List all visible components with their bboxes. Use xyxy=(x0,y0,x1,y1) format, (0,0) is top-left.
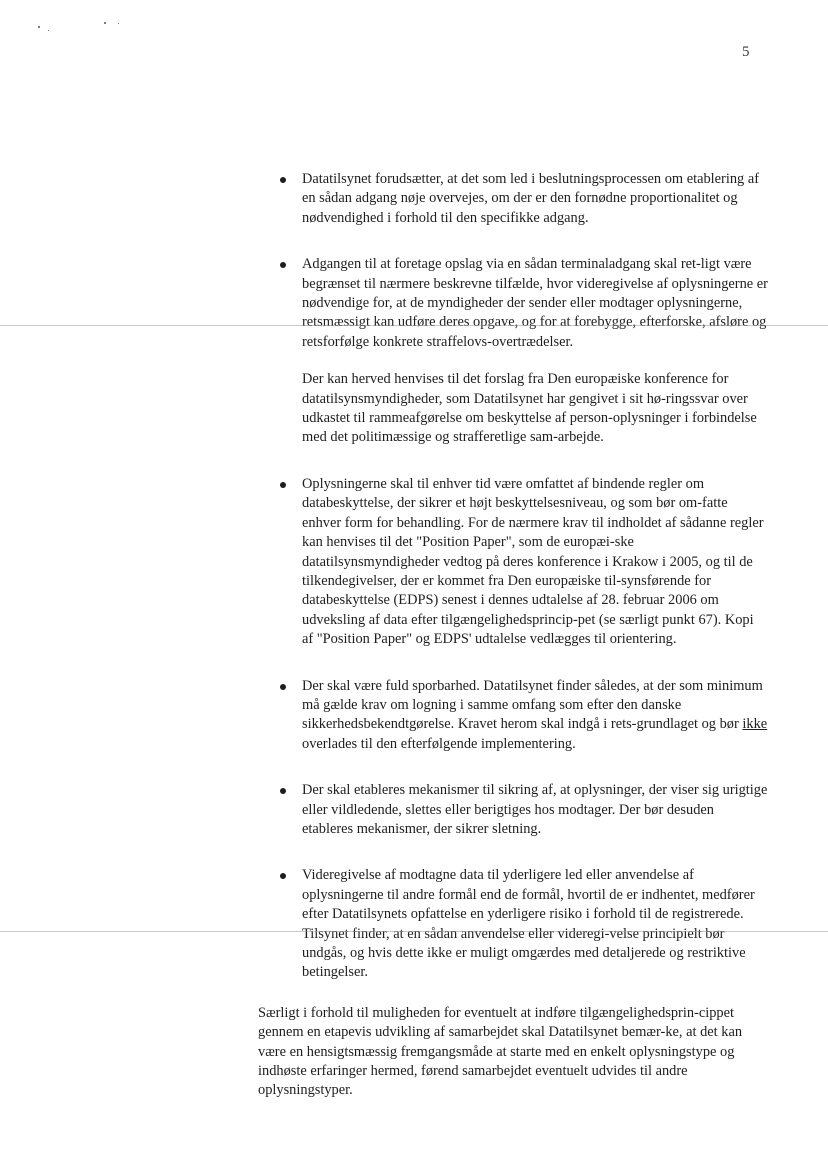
bullet-text xyxy=(302,677,768,755)
bullet-icon xyxy=(280,873,286,879)
bullet-icon xyxy=(280,482,286,488)
bullet-text: Der skal etableres mekanismer til sikring af, at oplysninger, der viser sig urigtige eller vildledende, slettes eller berigtiges hos modtager. Der bør desuden etableres mekanismer, der sikrer sletning. xyxy=(302,782,768,837)
scan-artifact-line xyxy=(0,325,828,326)
list-item xyxy=(258,677,768,755)
bullet-text: Adgangen til at foretage opslag via en sådan terminaladgang skal ret-ligt være begrænset til nærmere beskrevne tilfælde, hvor videregivelse af oplysningerne er nødvendige for, at de myndigheder der sender eller modtager oplysningerne, retsmæssigt kan udføre deres opgave, og for at forebygge, efterforske, afsløre og retsforfølge konkrete straffelovs-overtrædelser. xyxy=(302,256,768,350)
requirements-list xyxy=(258,170,768,983)
bullet-icon xyxy=(280,177,286,183)
list-item xyxy=(258,781,768,839)
bullet-icon xyxy=(280,262,286,268)
list-item xyxy=(258,475,768,650)
list-item xyxy=(258,170,768,228)
document-body xyxy=(258,170,768,1101)
bullet-text: Oplysningerne skal til enhver tid være omfattet af bindende regler om databeskyttelse, der sikrer et højt beskyttelsesniveau, og som bør om-fatte enhver form for behandling. For de nærmere krav til indholdet af sådanne regler kan henvises til det "Position Paper", som de europæi-ske datatilsynsmyndigheder vedtog på deres konference i Krakow i 2005, og til de tilkendegivelser, der er kommet fra Den europæiske til-synsførende for databeskyttelse (EDPS) senest i dennes udtalelse af 28. februar 2006 om udveksling af data efter tilgængelighedsprincip-pet (se særligt punkt 67). Kopi af "Position Paper" og EDPS' udtalelse vedlægges til orientering. xyxy=(302,475,764,648)
bullet-text-part: overlades til den efterfølgende implementering. xyxy=(302,735,576,752)
page-number: 5 xyxy=(742,44,750,60)
closing-paragraph: Særligt i forhold til muligheden for eventuelt at indføre tilgængelighedsprin-cippet gennem en etapevis udvikling af samarbejdet skal Datatilsynet bemær-ke, at det kan være en hensigtsmæssig fremgangsmåde at starte med en enkelt oplysningstype og indhøste erfaringer hermed, førend samarbejdet eventuelt udvides til andre oplysningstyper. xyxy=(258,1004,743,1099)
bullet-icon xyxy=(280,788,286,794)
bullet-icon xyxy=(280,684,286,690)
list-item xyxy=(258,866,768,982)
bullet-text: Videregivelse af modtagne data til yderligere led eller anvendelse af oplysningerne til andre formål end de formål, hvortil de er indhentet, medfører efter Datatilsynets opfattelse en yderligere risiko i forhold til de registrerede. Tilsynet finder, at en sådan anvendelse eller videregi-velse principielt bør undgås, og hvis dette ikke er muligt omgærdes med detaljerede og restriktive betingelser. xyxy=(302,867,755,981)
scan-artifact-line xyxy=(0,931,828,932)
list-item xyxy=(258,255,768,448)
scan-specks xyxy=(30,14,130,44)
scan-speck xyxy=(48,30,49,31)
bullet-text-part: Der skal være fuld sporbarhed. Datatilsynet finder således, at der som minimum må gælde krav om logning i samme omfang som efter den danske sikkerhedsbekendtgørelse. Kravet herom skal indgå i rets-grundlaget og bør xyxy=(302,677,763,733)
bullet-subparagraph: Der kan herved henvises til det forslag fra Den europæiske konference for datatilsynsmyndigheder, som Datatilsynet har gengivet i sit hø-ringssvar over udkastet til rammeafgørelse om beskyttelse af person-oplysninger i forbindelse med det politimæssige og strafferetlige sam-arbejde. xyxy=(302,371,757,446)
bullet-text: Datatilsynet forudsætter, at det som led i beslutningsprocessen om etablering af en sådan adgang nøje overvejes, om der er den fornødne proportionalitet og nødvendighed i forhold til den specifikke adgang. xyxy=(302,171,760,226)
scan-speck xyxy=(104,22,106,24)
scan-speck xyxy=(118,23,119,24)
scan-speck xyxy=(38,26,40,28)
underlined-emphasis: ikke xyxy=(742,716,768,733)
